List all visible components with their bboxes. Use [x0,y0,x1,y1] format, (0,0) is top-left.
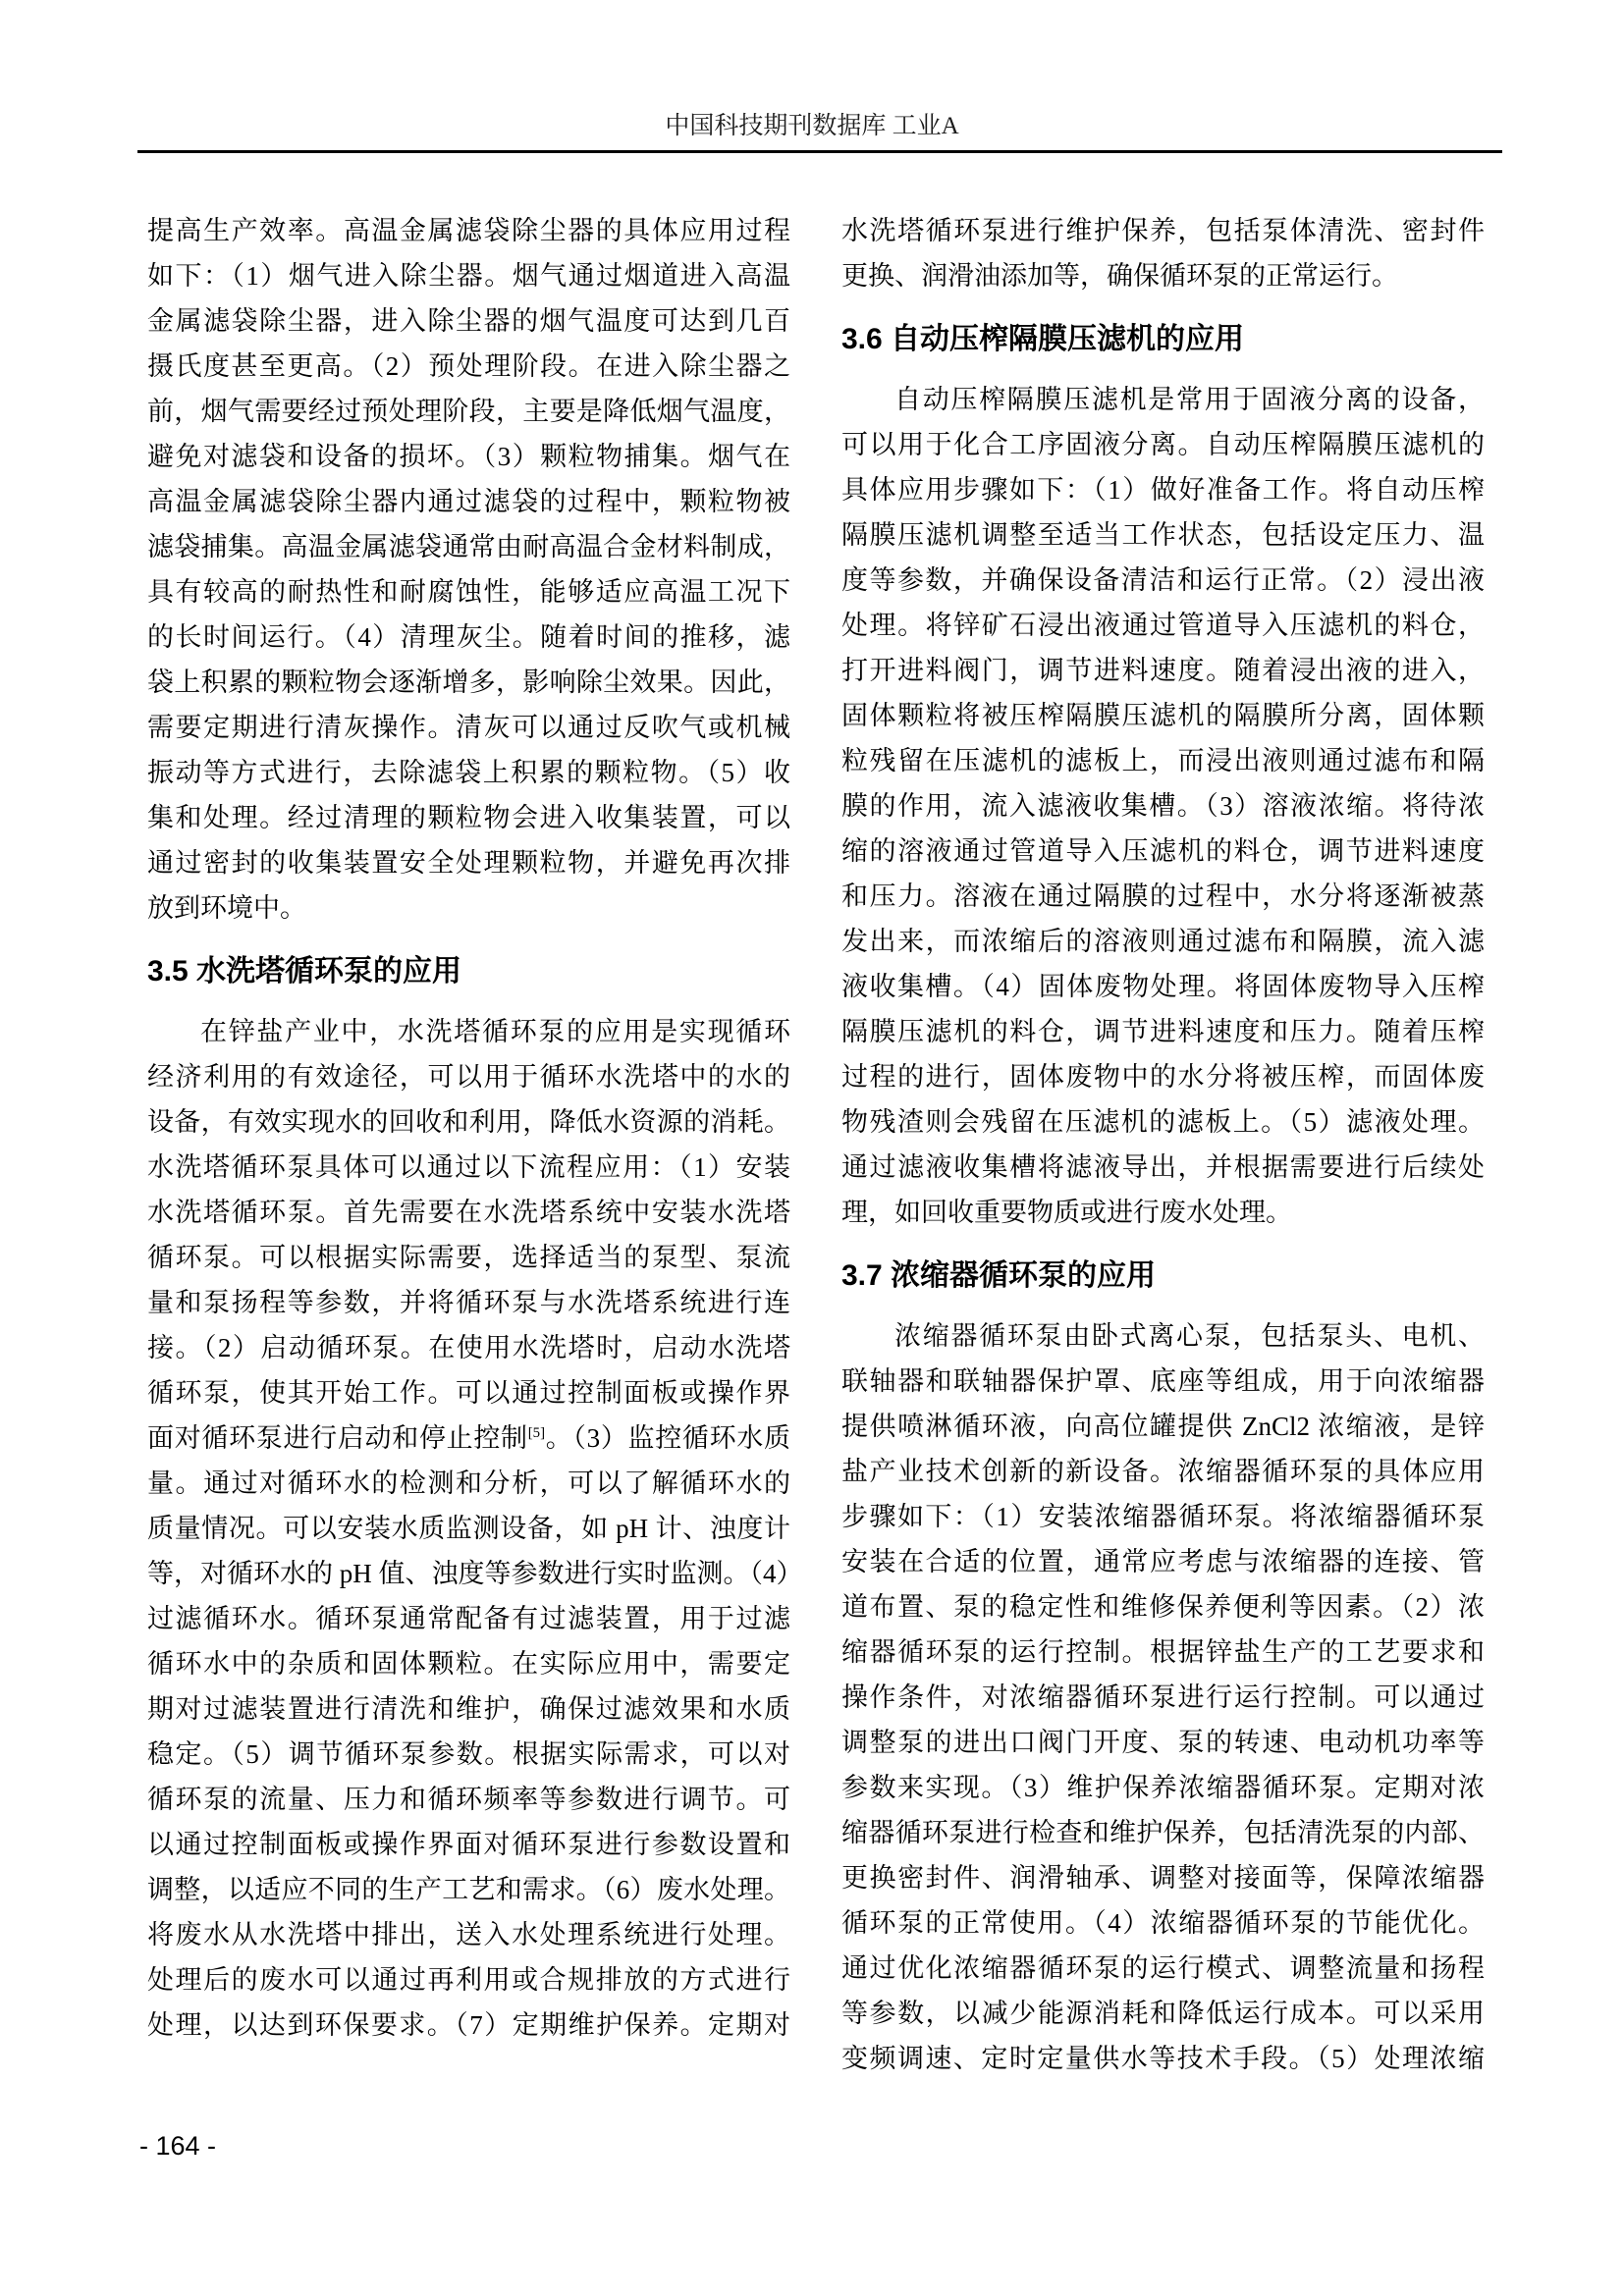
text-line: 自动压榨隔膜压滤机是常用于固液分离的设备， [894,385,1485,414]
text-line: 物残渣则会残留在压滤机的滤板上。（5）滤液处理。 [841,1107,1485,1137]
text-line: 缩的溶液通过管道导入压滤机的料仓，调节进料速度 [841,836,1485,866]
text-line: 处理后的废水可以通过再利用或合规排放的方式进行 [147,1965,790,1995]
text-line: 水洗塔循环泵。首先需要在水洗塔系统中安装水洗塔 [147,1198,790,1227]
text-line: 需要定期进行清灰操作。清灰可以通过反吹气或机械 [147,713,790,742]
text-line: 提供喷淋循环液，向高位罐提供 ZnCl2 浓缩液，是锌 [841,1412,1485,1441]
text-line: 高温金属滤袋除尘器内通过滤袋的过程中，颗粒物被 [147,487,790,516]
text-line: 打开进料阀门，调节进料速度。随着浸出液的进入， [841,656,1485,685]
text-line: 等，对循环水的 pH 值、浊度等参数进行实时监测。（4） [147,1559,803,1588]
text-line: 安装在合适的位置，通常应考虑与浓缩器的连接、管 [841,1547,1485,1576]
text-line: 通过滤液收集槽将滤液导出，并根据需要进行后续处 [841,1152,1485,1182]
text-line: 变频调速、定时定量供水等技术手段。（5）处理浓缩 [841,2044,1485,2073]
text-line: 滤袋捕集。高温金属滤袋通常由耐高温合金材料制成， [147,532,790,561]
text-line: 期对过滤装置进行清洗和维护，确保过滤效果和水质 [147,1694,790,1724]
page-header-title: 中国科技期刊数据库 工业A [665,113,959,139]
header-divider-rule [137,150,1502,153]
text-line: 前，烟气需要经过预处理阶段，主要是降低烟气温度， [147,397,790,426]
text-line: 循环泵。可以根据实际需要，选择适当的泵型、泵流 [147,1243,790,1272]
text-line: 调整泵的进出口阀门开度、泵的转速、电动机功率等 [841,1728,1485,1757]
text-line: 理，如回收重要物质或进行废水处理。 [841,1198,1292,1227]
text-line: 稳定。（5）调节循环泵参数。根据实际需求，可以对 [147,1739,790,1769]
text-line: 在锌盐产业中，水洗塔循环泵的应用是实现循环 [200,1017,790,1046]
text-line: 具体应用步骤如下：（1）做好准备工作。将自动压榨 [841,475,1485,505]
right-column [841,208,1485,2081]
text-line: 道布置、泵的稳定性和维修保养便利等因素。（2）浓 [841,1592,1485,1622]
text-line: 处理，以达到环保要求。（7）定期维护保养。定期对 [147,2010,790,2040]
text-line: 度等参数，并确保设备清洁和运行正常。（2）浸出液 [841,565,1485,595]
text-line: 水洗塔循环泵进行维护保养，包括泵体清洗、密封件 [841,216,1485,245]
text-line: 和压力。溶液在通过隔膜的过程中，水分将逐渐被蒸 [841,881,1485,911]
text-line: 放到环境中。 [147,893,306,923]
text-line: 通过密封的收集装置安全处理颗粒物，并避免再次排 [147,848,790,878]
text-line: 面对循环泵进行启动和停止控制[5]。（3）监控循环水质 [147,1423,790,1453]
left-column [147,208,803,2081]
text-line: 具有较高的耐热性和耐腐蚀性，能够适应高温工况下 [147,577,790,607]
text-line: 调整，以适应不同的生产工艺和需求。（6）废水处理。 [147,1875,790,1904]
content-columns [147,208,1485,2081]
text-line: 提高生产效率。高温金属滤袋除尘器的具体应用过程 [147,216,790,245]
section-heading: 3.7 浓缩器循环泵的应用 [841,1259,1157,1292]
text-line: 循环水中的杂质和固体颗粒。在实际应用中，需要定 [147,1649,790,1679]
text-line: 以通过控制面板或操作界面对循环泵进行参数设置和 [147,1830,790,1859]
text-line: 过滤循环水。循环泵通常配备有过滤装置，用于过滤 [147,1604,790,1633]
text-line: 盐产业技术创新的新设备。浓缩器循环泵的具体应用 [841,1457,1485,1486]
text-line: 循环泵，使其开始工作。可以通过控制面板或操作界 [147,1378,790,1408]
text-line: 接。（2）启动循环泵。在使用水洗塔时，启动水洗塔 [147,1333,790,1362]
text-line: 更换密封件、润滑轴承、调整对接面等，保障浓缩器 [841,1863,1485,1893]
citation-ref: [5] [527,1425,546,1441]
text-line: 隔膜压滤机调整至适当工作状态，包括设定压力、温 [841,520,1485,550]
text-line: 操作条件，对浓缩器循环泵进行运行控制。可以通过 [841,1682,1485,1712]
text-line: 通过优化浓缩器循环泵的运行模式、调整流量和扬程 [841,1953,1485,1983]
text-line: 水洗塔循环泵具体可以通过以下流程应用：（1）安装 [147,1152,790,1182]
text-line: 步骤如下：（1）安装浓缩器循环泵。将浓缩器循环泵 [841,1502,1485,1531]
section-heading: 3.6 自动压榨隔膜压滤机的应用 [841,323,1245,355]
text-line: 的长时间运行。（4）清理灰尘。随着时间的推移，滤 [147,622,790,652]
text-line: 金属滤袋除尘器，进入除尘器的烟气温度可达到几百 [147,306,790,336]
text-line: 可以用于化合工序固液分离。自动压榨隔膜压滤机的 [841,430,1485,459]
text-line: 经济利用的有效途径，可以用于循环水洗塔中的水的 [147,1062,790,1092]
text-line: 振动等方式进行，去除滤袋上积累的颗粒物。（5）收 [147,758,790,787]
text-line: 避免对滤袋和设备的损坏。（3）颗粒物捕集。烟气在 [147,442,790,471]
page-number: - 164 - [139,2131,217,2161]
text-line: 将废水从水洗塔中排出，送入水处理系统进行处理。 [147,1920,790,1949]
text-line: 发出来，而浓缩后的溶液则通过滤布和隔膜，流入滤 [841,927,1485,956]
text-line: 更换、润滑油添加等，确保循环泵的正常运行。 [841,261,1398,291]
text-line: 液收集槽。（4）固体废物处理。将固体废物导入压榨 [841,972,1485,1001]
text-line: 固体颗粒将被压榨隔膜压滤机的隔膜所分离，固体颗 [841,701,1485,730]
text-line: 循环泵的流量、压力和循环频率等参数进行调节。可 [147,1785,790,1814]
text-line: 循环泵的正常使用。（4）浓缩器循环泵的节能优化。 [841,1908,1485,1938]
text-line: 设备，有效实现水的回收和利用，降低水资源的消耗。 [147,1107,790,1137]
text-line: 袋上积累的颗粒物会逐渐增多，影响除尘效果。因此， [147,667,790,697]
text-line: 集和处理。经过清理的颗粒物会进入收集装置，可以 [147,803,790,832]
text-line: 等参数，以减少能源消耗和降低运行成本。可以采用 [841,1999,1485,2028]
text-line: 处理。将锌矿石浸出液通过管道导入压滤机的料仓， [841,611,1485,640]
text-line: 缩器循环泵的运行控制。根据锌盐生产的工艺要求和 [841,1637,1485,1667]
text-line: 摄氏度甚至更高。（2）预处理阶段。在进入除尘器之 [147,351,790,381]
text-line: 隔膜压滤机的料仓，调节进料速度和压力。随着压榨 [841,1017,1485,1046]
section-heading: 3.5 水洗塔循环泵的应用 [147,955,462,988]
text-line: 参数来实现。（3）维护保养浓缩器循环泵。定期对浓 [841,1773,1485,1802]
text-line: 量和泵扬程等参数，并将循环泵与水洗塔系统进行连 [147,1288,790,1317]
text-line: 联轴器和联轴器保护罩、底座等组成，用于向浓缩器 [841,1366,1485,1396]
text-line: 如下：（1）烟气进入除尘器。烟气通过烟道进入高温 [147,261,790,291]
text-line: 膜的作用，流入滤液收集槽。（3）溶液浓缩。将待浓 [841,791,1485,821]
text-line: 过程的进行，固体废物中的水分将被压榨，而固体废 [841,1062,1485,1092]
text-line: 质量情况。可以安装水质监测设备，如 pH 计、浊度计 [147,1514,790,1543]
text-line: 量。通过对循环水的检测和分析，可以了解循环水的 [147,1468,790,1498]
text-line: 浓缩器循环泵由卧式离心泵，包括泵头、电机、 [894,1321,1485,1351]
text-line: 粒残留在压滤机的滤板上，而浸出液则通过滤布和隔 [841,746,1485,775]
text-line: 缩器循环泵进行检查和维护保养，包括清洗泵的内部、 [841,1818,1485,1847]
